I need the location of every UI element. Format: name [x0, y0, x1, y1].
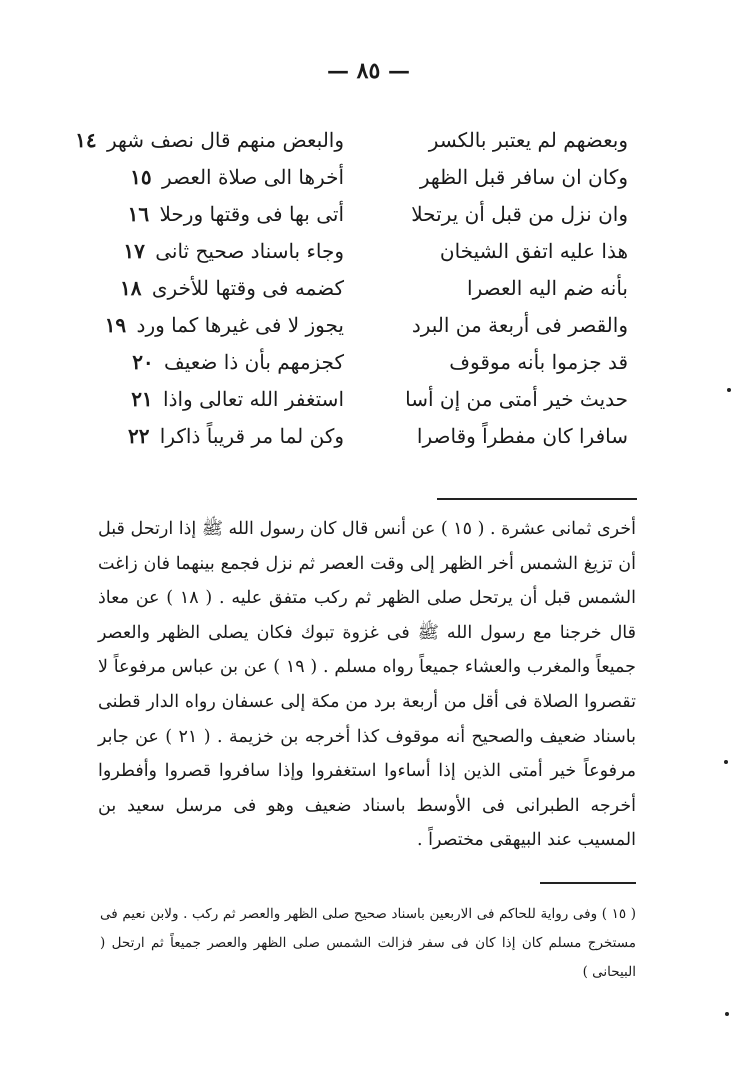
verse-first-hemistich: هذا عليه اتفق الشيخان: [439, 239, 628, 263]
footnote-text: ( ١٥ ) وفى رواية للحاكم فى الاربعين باسناد صحيح صلى الظهر والعصر ثم ركب . ولابن نعيم فى مستخرج مسلم كان إذا كان فى سفر فزالت الشمس صلى الظهر والعصر جميعاً ثم ارتحل ( البيحانى ): [100, 906, 636, 980]
verse-first-hemistich: وان نزل من قبل أن يرتحلا: [411, 202, 628, 226]
page-number: — ٨٥ —: [327, 58, 410, 84]
verse-first-hemistich: قد جزموا بأنه موقوف: [449, 350, 628, 374]
verse-second-text: استغفر الله تعالى واذا: [163, 387, 344, 411]
verse-line: [108, 165, 628, 202]
verse-number: ١٥: [130, 165, 152, 189]
verse-number: ١٨: [120, 276, 142, 300]
poem-block: [75, 128, 628, 461]
verse-line: [108, 350, 628, 387]
verse-line: [75, 128, 628, 165]
verse-first-hemistich: حديث خير أمتى من إن أسا: [405, 387, 628, 411]
margin-dot: [724, 760, 728, 764]
verse-first-hemistich: بأنه ضم اليه العصرا: [467, 276, 628, 300]
verse-second-text: كجزمهم بأن ذا ضعيف: [164, 350, 344, 374]
verse-number: ١٤: [75, 128, 97, 152]
verse-second-hemistich: [108, 424, 344, 448]
verse-first-hemistich: وكان ان سافر قبل الظهر: [419, 165, 628, 189]
verse-number: ٢٠: [132, 350, 154, 374]
verse-first-hemistich: سافرا كان مفطراً وقاصرا: [416, 424, 628, 448]
verse-line: [104, 313, 628, 350]
verse-second-text: يجوز لا فى غيرها كما ورد: [136, 313, 344, 337]
verse-second-text: وكن لما مر قريباً ذاكرا: [159, 424, 344, 448]
verse-number: ٢٢: [127, 424, 150, 448]
verse-line: [108, 387, 628, 424]
margin-dot: [727, 388, 731, 392]
verse-number: ١٩: [104, 313, 127, 337]
verse-second-hemistich: [104, 313, 344, 337]
verse-line: [108, 276, 628, 313]
verse-second-hemistich: [108, 276, 344, 300]
footnote-divider: [540, 882, 636, 884]
verse-number: ١٧: [123, 239, 145, 263]
margin-dot: [725, 1012, 729, 1016]
verse-second-hemistich: [108, 165, 344, 189]
section-divider: [437, 498, 637, 500]
verse-second-text: أخرها الى صلاة العصر: [161, 165, 344, 189]
commentary-text: أخرى ثمانى عشرة . ( ١٥ ) عن أنس قال كان رسول الله ﷺ إذا ارتحل قبل أن تزيغ الشمس أخر الظهر إلى وقت العصر ثم نزل فجمع بينهما فان زاغت الشمس قبل أن يرتحل صلى الظهر ثم ركب متفق عليه . ( ١٨ ) عن معاذ قال خرجنا مع رسول الله ﷺ فى غزوة تبوك فكان يصلى الظهر والعصر جميعاً والمغرب والعشاء جميعاً رواه مسلم . ( ١٩ ) عن بن عباس مرفوعاً لا تقصروا الصلاة فى أقل من أربعة برد من مكة إلى عسفان رواه الدار قطنى باسناد ضعيف والصحيح أنه موقوف كذا أخرجه بن خزيمة . ( ٢١ ) عن جابر مرفوعاً خير أمتى الذين إذا أساءوا استغفروا وإذا سافروا قصروا وأفطروا أخرجه الطبرانى فى الأوسط باسناد ضعيف وهو فى مرسل سعيد بن المسيب عند البيهقى مختصراً .: [98, 519, 636, 851]
verse-line: [108, 239, 628, 276]
verse-first-hemistich: وبعضهم لم يعتبر بالكسر: [428, 128, 628, 152]
verse-second-text: كضمه فى وقتها للأخرى: [151, 276, 344, 300]
verse-number: ٢١: [131, 387, 153, 411]
verse-second-text: وجاء باسناد صحيح ثانى: [155, 239, 344, 263]
verse-second-hemistich: [108, 350, 344, 374]
verse-line: [108, 202, 628, 239]
verse-line: [108, 424, 628, 461]
verse-second-hemistich: [108, 202, 344, 226]
verse-second-text: والبعض منهم قال نصف شهر: [106, 128, 344, 152]
verse-second-hemistich: [108, 239, 344, 263]
verse-first-hemistich: والقصر فى أربعة من البرد: [411, 313, 628, 337]
verse-second-hemistich: [108, 387, 344, 411]
verse-second-hemistich: [75, 128, 344, 152]
verse-number: ١٦: [127, 202, 150, 226]
verse-second-text: أتى بها فى وقتها ورحلا: [159, 202, 344, 226]
